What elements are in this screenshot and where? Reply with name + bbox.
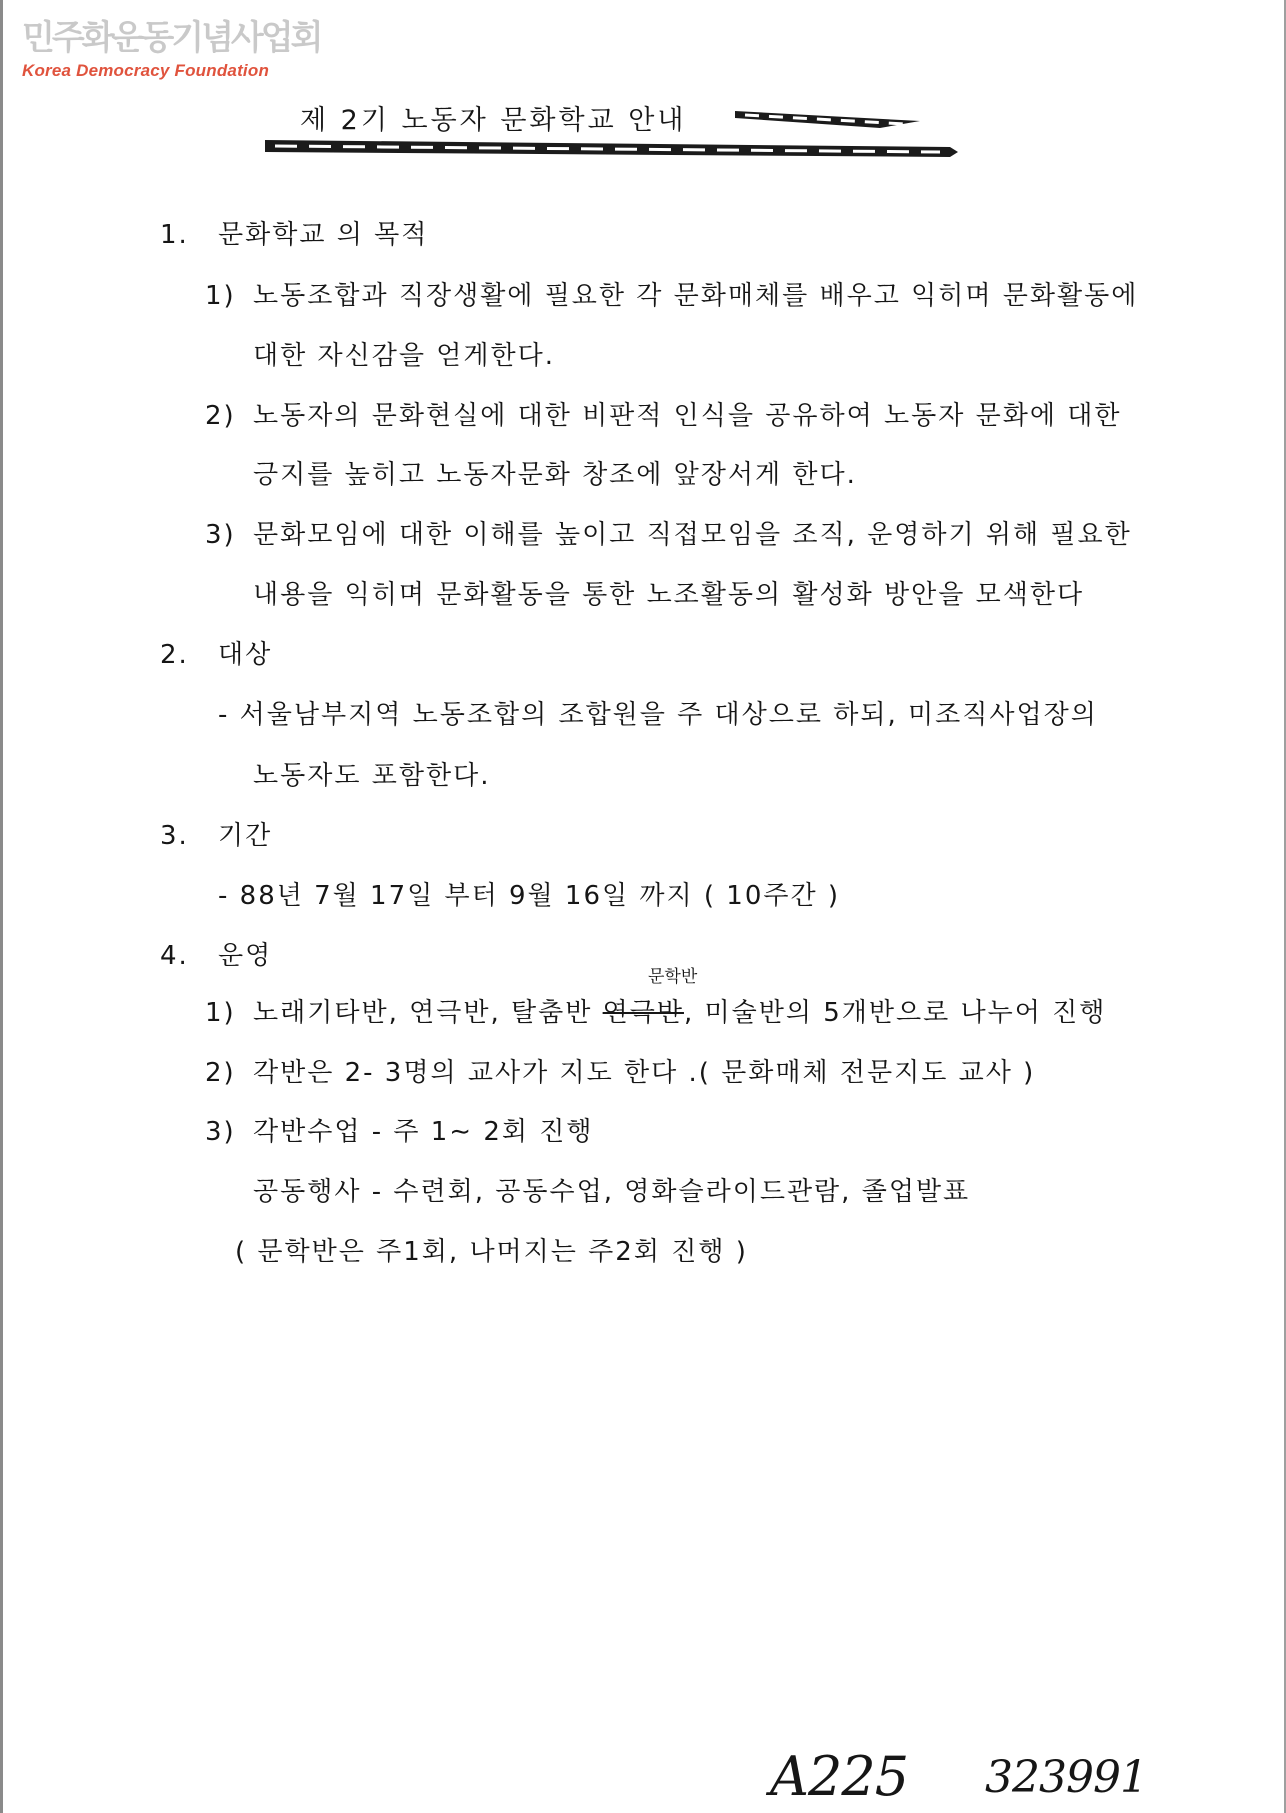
section-4-heading [160,938,272,974]
section-1-item-2-line2: 긍지를 높히고 노동자문화 창조에 앞장서게 한다. [253,460,857,490]
section-1-item-3-line2: 내용을 익히며 문화활동을 통한 노조활동의 활성화 방안을 모색한다 [253,580,1085,610]
section-1-item-1-line1: 노동조합과 직장생활에 필요한 각 문화매체를 배우고 익히며 문화활동에 [253,281,1139,311]
section-1-heading [160,217,428,253]
struck-through-text: 연극반 [602,998,684,1028]
section-4-item-3 [205,1114,594,1150]
section-1-number: 1. [160,220,189,250]
section-4-item-1-after: , 미술반의 5개반으로 나누어 진행 [683,998,1107,1028]
section-4-item-1-number: 1) [205,998,236,1028]
section-2-title: 대상 [218,640,273,670]
section-3-title: 기간 [218,821,273,851]
handwritten-insertion: 문학반 [648,967,698,987]
section-4-item-2-text: 각반은 2- 3명의 교사가 지도 한다 .( 문화매체 전문지도 교사 ) [253,1058,1036,1088]
section-4-item-1-before: 노래기타반, 연극반, 탈춤반 [253,998,603,1028]
section-1-item-2-number: 2) [205,401,236,431]
section-1-item-1 [205,278,1138,314]
section-1-item-3 [205,517,1132,553]
section-4-number: 4. [160,941,189,971]
section-4-item-3-text: 각반수업 - 주 1∼ 2회 진행 [253,1117,594,1147]
section-1-item-2-line1: 노동자의 문화현실에 대한 비판적 인식을 공유하여 노동자 문화에 대한 [253,401,1122,431]
section-2-line2: 노동자도 포함한다. [253,761,491,791]
section-1-item-1-number: 1) [205,281,236,311]
section-3-line1: - 88년 7월 17일 부터 9월 16일 까지 ( 10주간 ) [218,881,841,911]
section-4-item-2 [205,1055,1035,1091]
watermark-korean: 민주화운동기념사업회 [22,18,321,58]
section-1-title: 문화학교 의 목적 [218,220,429,250]
document-serial: 323991 [985,1752,1147,1803]
section-1-item-2 [205,398,1121,434]
section-1-item-1-line2: 대한 자신감을 얻게한다. [253,341,555,371]
section-2-number: 2. [160,640,189,670]
section-4-item-2-number: 2) [205,1058,236,1088]
section-4-item-1 [205,995,1106,1031]
section-2-line1: - 서울남부지역 노동조합의 조합원을 주 대상으로 하되, 미조직사업장의 [218,700,1098,730]
watermark-english: Korea Democracy Foundation [22,61,270,80]
document-title: 제 2기 노동자 문화학교 안내 [300,105,687,136]
document-code: A225 [770,1745,909,1808]
section-3-number: 3. [160,821,189,851]
section-4-note-line: ( 문학반은 주1회, 나머지는 주2회 진행 ) [235,1237,748,1267]
section-3-heading [160,818,272,854]
scan-edge-left [0,0,3,1813]
title-pen-stroke [0,0,1286,170]
section-4-events-line: 공동행사 - 수련회, 공동수업, 영화슬라이드관람, 졸업발표 [253,1177,971,1207]
section-1-item-3-number: 3) [205,520,236,550]
section-4-item-3-number: 3) [205,1117,236,1147]
section-1-item-3-line1: 문화모임에 대한 이해를 높이고 직접모임을 조직, 운영하기 위해 필요한 [253,520,1132,550]
section-2-heading [160,637,272,673]
section-4-title: 운영 [218,941,273,971]
